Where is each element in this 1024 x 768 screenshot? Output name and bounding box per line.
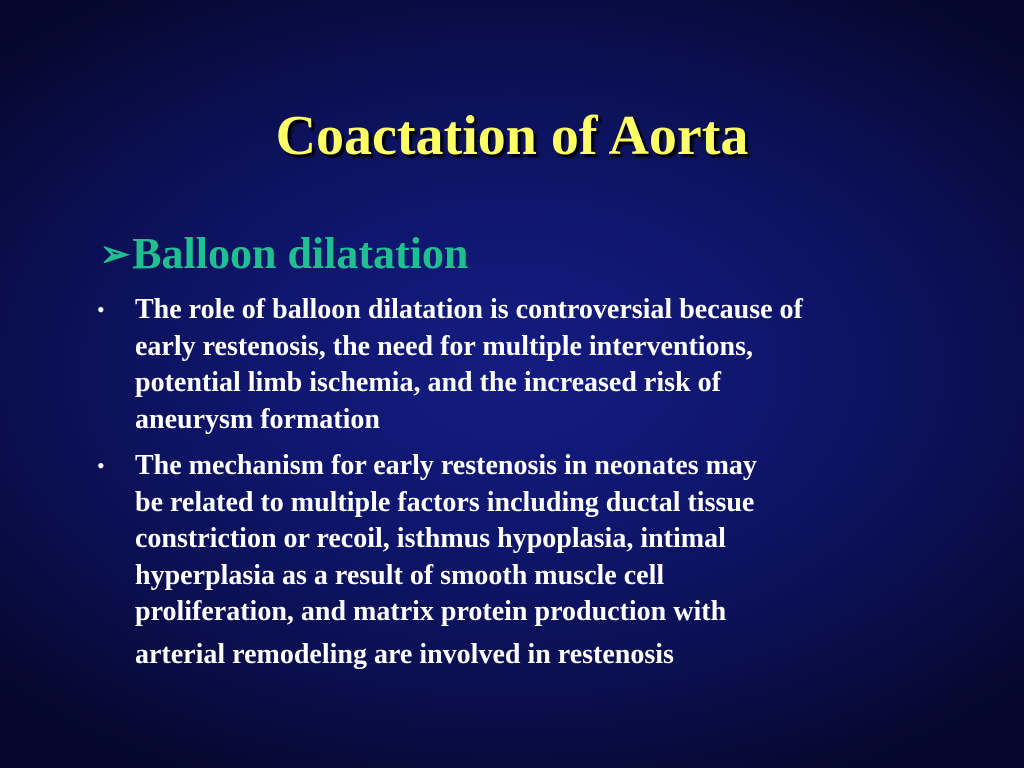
bullet-item xyxy=(97,448,967,673)
bullet-text-line: be related to multiple factors including ductal tissue xyxy=(135,486,755,518)
bullet-list xyxy=(97,292,967,683)
bullet-text-line: potential limb ischemia, and the increased risk of xyxy=(135,367,721,398)
arrow-bullet-icon: ➢ xyxy=(100,234,131,274)
bullet-text-line: arterial remodeling are involved in restenosis xyxy=(135,638,674,670)
bullet-text-line: constriction or recoil, isthmus hypoplasia, intimal xyxy=(135,523,726,554)
bullet-text-line: aneurysm formation xyxy=(135,403,380,435)
slide-title: Coactation of Aorta xyxy=(275,105,749,167)
bullet-item xyxy=(97,292,967,438)
subheading-text: Balloon dilatation xyxy=(132,229,469,278)
bullet-text-line: The role of balloon dilatation is controversial because of xyxy=(135,294,803,325)
bullet-text-line: The mechanism for early restenosis in neonates may xyxy=(135,450,757,481)
bullet-text-line: hyperplasia as a result of smooth muscle cell xyxy=(135,559,665,591)
bullet-text-line: proliferation, and matrix protein production with xyxy=(135,596,727,627)
bullet-dot-icon: • xyxy=(97,453,105,478)
bullet-text-line: early restenosis, the need for multiple interventions, xyxy=(135,330,754,362)
subheading xyxy=(100,228,468,280)
bullet-dot-icon: • xyxy=(97,297,105,322)
